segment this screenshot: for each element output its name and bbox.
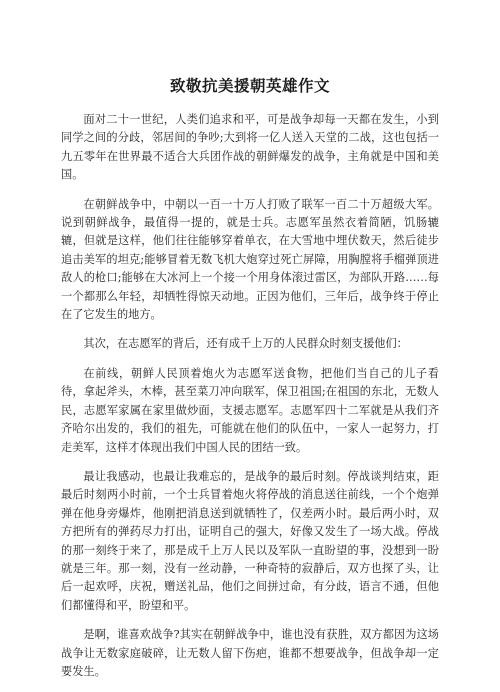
paragraph-2: 在朝鲜战争中，中朝以一百一十万人打败了联军一百二十万超级大军。说到朝鲜战争，最值得一提的，就是士兵。志愿军虽然衣着简陋，饥肠辘辘，但就是这样，他们往往能够穿着单衣，在大雪地中埋伏数天，然后徒步追击美军的坦克;能够冒着无数飞机大炮穿过死亡屏障，用胸膛将手榴弹顶进敌人的枪口;能够在大冰河上一个接一个用身体滚过雷区，为部队开路……每一个都那么年轻，却牺牲得惊天动地。正因为他们，三年后，战争终于停止在了它发生的地方。 <box>61 197 439 322</box>
paragraph-5: 最让我感动，也最让我难忘的，是战争的最后时刻。停战谈判结束，距最后时刻两小时前，一个士兵冒着炮火将停战的消息送往前线，一个个炮弹弹在他身旁爆炸，他刚把消息送到就牺牲了，仅差两小时。最后两小时，双方把所有的弹药尽力打出，证明自己的强大，好像又发生了一场大战。停战的那一刻终于来了，那是成千上万人民以及军队一直盼望的事，没想到一盼就是三年。那一刻，没有一丝动静，一种奇特的寂静后，双方也探了头，让后一起欢呼，庆祝，赠送礼品，他们之间拼过命，有分歧，语言不通，但他们都懂得和平，盼望和平。 <box>61 469 439 612</box>
paragraph-4: 在前线，朝鲜人民顶着炮火为志愿军送食物，把他们当自己的儿子看待，拿起斧头，木棒，甚至菜刀冲向联军，保卫祖国;在祖国的东北，无数人民，志愿军家属在家里做炒面，支援志愿军。志愿军四十二军就是从我们齐齐哈尔出发的，我们的祖先，可能就在他们的队伍中，一家人一起努力，打走美军，这样才体现出我们中国人民的团结一致。 <box>61 366 439 454</box>
paragraph-1: 面对二十一世纪，人类们追求和平，可是战争却每一天都在发生，小到同学之间的分歧，邻居间的争吵;大到将一亿人送入天堂的二战，这也包括一九五零年在世界最不适合大兵团作战的朝鲜爆发的战争，主角就是中国和美国。 <box>61 113 439 182</box>
paragraph-3: 其次，在志愿军的背后，还有成千上万的人民群众时刻支援他们： <box>83 337 408 351</box>
essay-body <box>61 111 439 692</box>
page-title: 致敬抗美援朝英雄作文 <box>169 77 330 95</box>
paragraph-6: 是啊，谁喜欢战争?其实在朝鲜战争中，谁也没有获胜，双方都因为这场战争让无数家庭破碎，让无数人留下伤疤，谁都不想要战争，但战争却一定要发生。 <box>61 628 439 678</box>
